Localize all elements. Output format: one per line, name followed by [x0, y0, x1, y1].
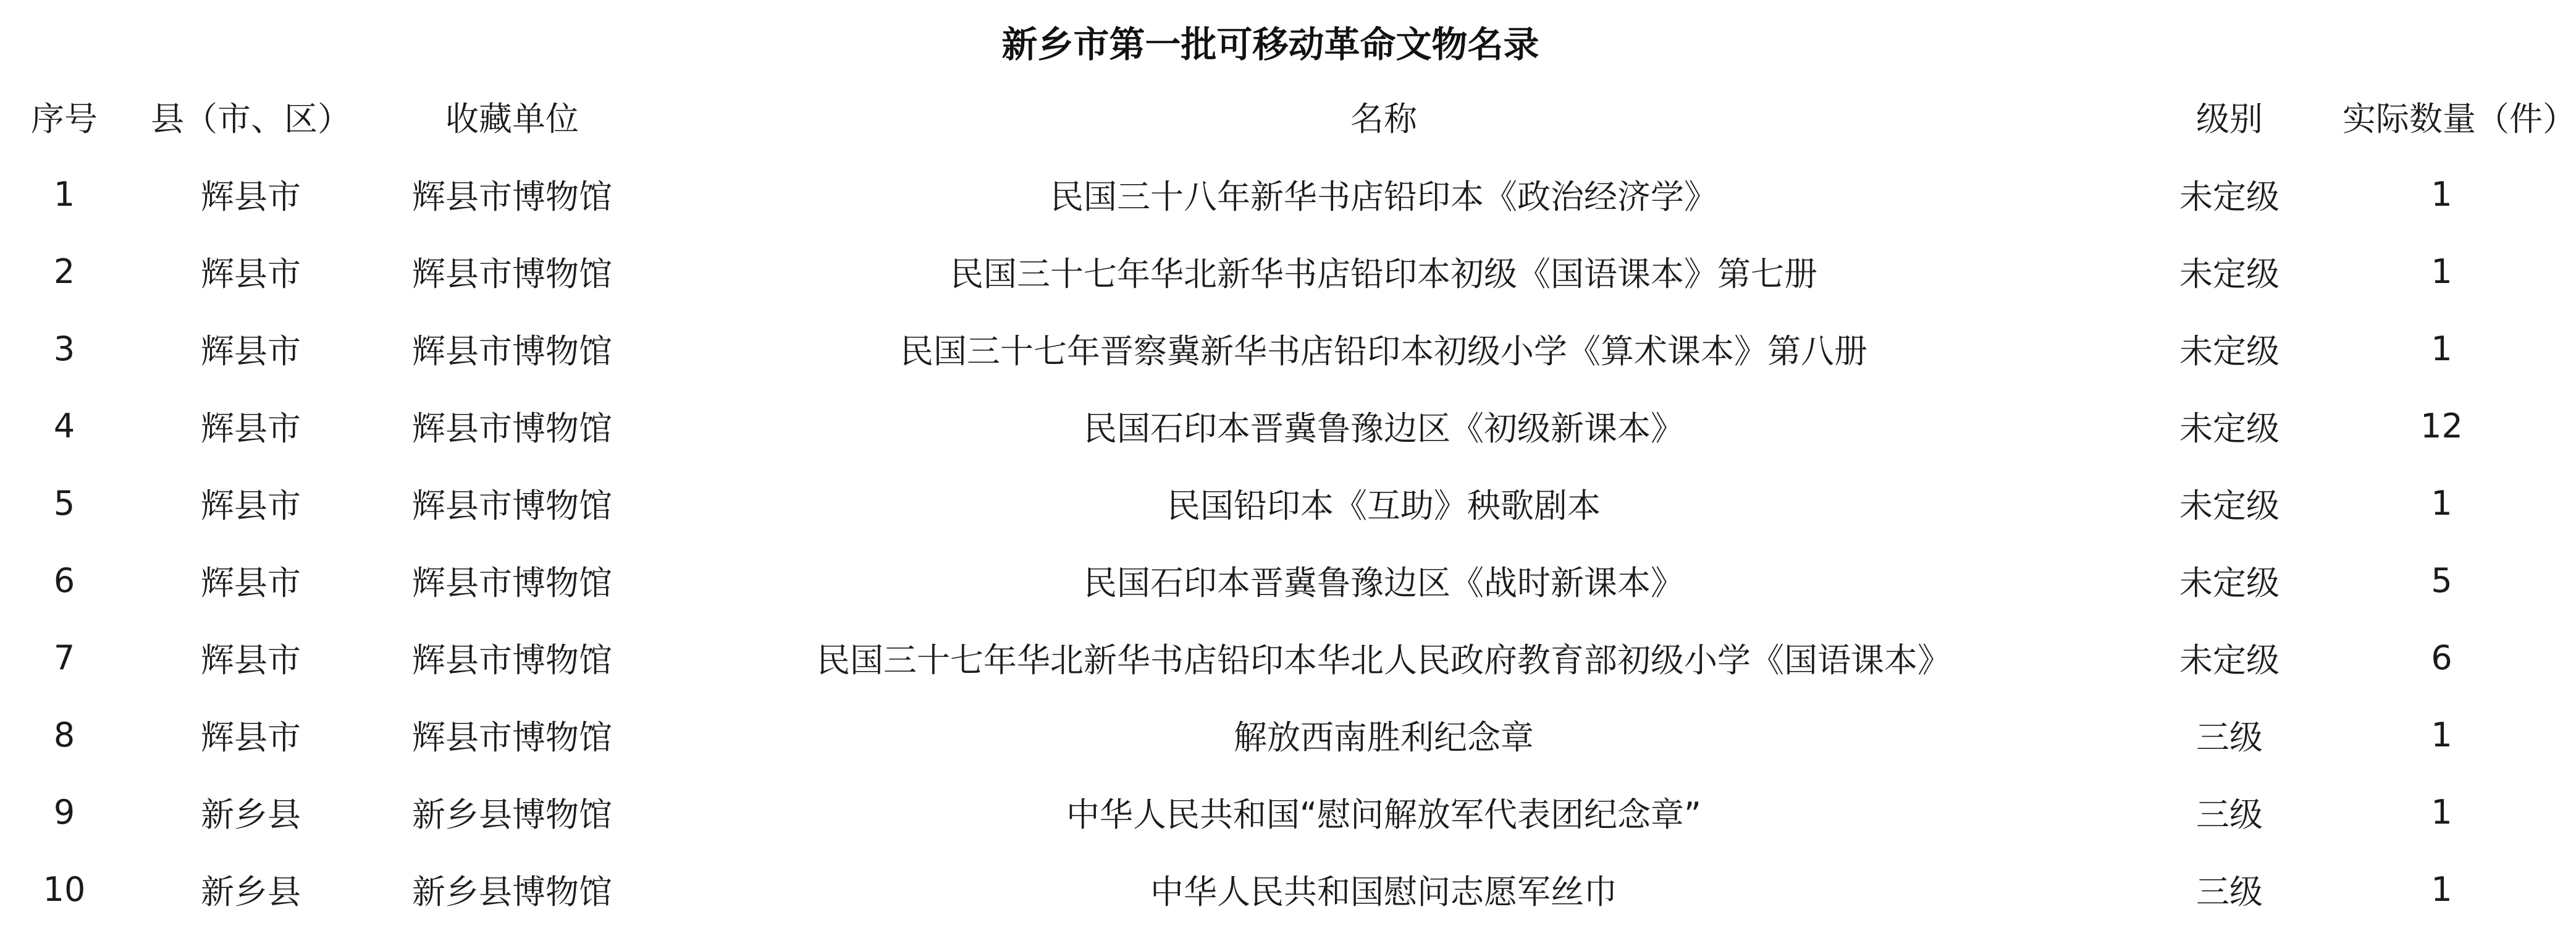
cell-name: 民国三十七年华北新华书店铅印本初级《国语课本》第七册: [950, 255, 1817, 293]
cell-unit: 辉县市博物馆: [412, 718, 612, 757]
table-row: [0, 465, 2541, 542]
cell-quantity: 5: [2431, 561, 2452, 600]
table-header-row: [0, 77, 2541, 156]
cell-unit: 辉县市博物馆: [412, 332, 612, 371]
cell-index: 6: [53, 561, 75, 600]
table-row: [0, 310, 2541, 387]
table-row: [0, 233, 2541, 310]
cell-quantity: 6: [2431, 638, 2452, 677]
cell-index: 2: [53, 252, 75, 291]
cell-name: 民国三十七年华北新华书店铅印本华北人民政府教育部初级小学《国语课本》: [817, 641, 1951, 680]
cell-index: 7: [53, 638, 75, 677]
table-row: [0, 156, 2541, 233]
cell-quantity: 1: [2431, 716, 2452, 754]
cell-name: 解放西南胜利纪念章: [1234, 718, 1534, 757]
cell-quantity: 12: [2420, 407, 2463, 445]
cell-unit: 辉县市博物馆: [412, 255, 612, 293]
cell-name: 中华人民共和国慰问志愿军丝巾: [1150, 872, 1617, 911]
cell-quantity: 1: [2431, 484, 2452, 523]
table-row: [0, 774, 2541, 851]
cell-index: 1: [53, 175, 75, 214]
cell-unit: 辉县市博物馆: [412, 486, 612, 525]
cell-index: 4: [53, 407, 75, 445]
table-row: [0, 542, 2541, 619]
cell-county: 辉县市: [201, 332, 301, 371]
table-row: [0, 387, 2541, 465]
relics-table: [0, 77, 2576, 928]
cell-name: 民国三十七年晋察冀新华书店铅印本初级小学《算术课本》第八册: [900, 332, 1867, 371]
col-header-county: 县（市、区）: [151, 99, 351, 138]
cell-unit: 辉县市博物馆: [412, 409, 612, 448]
cell-level: 未定级: [2179, 332, 2279, 371]
cell-level: 三级: [2196, 795, 2263, 834]
col-header-name: 名称: [1350, 99, 1417, 138]
cell-level: 未定级: [2179, 177, 2279, 216]
cell-county: 辉县市: [201, 255, 301, 293]
cell-county: 辉县市: [201, 486, 301, 525]
cell-unit: 辉县市博物馆: [412, 177, 612, 216]
cell-level: 未定级: [2179, 486, 2279, 525]
col-header-quantity: 实际数量（件）: [2342, 99, 2576, 138]
cell-level: 三级: [2196, 872, 2263, 911]
cell-county: 辉县市: [201, 718, 301, 757]
table-row: [0, 696, 2541, 774]
cell-name: 民国石印本晋冀鲁豫边区《战时新课本》: [1084, 564, 1684, 602]
cell-county: 辉县市: [201, 641, 301, 680]
page-title: 新乡市第一批可移动革命文物名录: [1001, 23, 1539, 65]
cell-level: 未定级: [2179, 564, 2279, 602]
cell-name: 民国石印本晋冀鲁豫边区《初级新课本》: [1084, 409, 1684, 448]
table-row: [0, 851, 2541, 928]
cell-index: 8: [53, 716, 75, 754]
cell-county: 辉县市: [201, 409, 301, 448]
cell-index: 10: [43, 870, 86, 909]
cell-unit: 新乡县博物馆: [412, 795, 612, 834]
cell-county: 辉县市: [201, 177, 301, 216]
cell-quantity: 1: [2431, 252, 2452, 291]
col-header-index: 序号: [31, 99, 98, 138]
cell-name: 中华人民共和国“慰问解放军代表团纪念章”: [1066, 795, 1701, 834]
cell-level: 未定级: [2179, 641, 2279, 680]
cell-level: 未定级: [2179, 409, 2279, 448]
cell-county: 新乡县: [201, 872, 301, 911]
cell-unit: 辉县市博物馆: [412, 564, 612, 602]
cell-quantity: 1: [2431, 870, 2452, 909]
cell-index: 9: [53, 793, 75, 832]
cell-county: 辉县市: [201, 564, 301, 602]
cell-unit: 新乡县博物馆: [412, 872, 612, 911]
cell-quantity: 1: [2431, 329, 2452, 368]
cell-county: 新乡县: [201, 795, 301, 834]
cell-index: 5: [53, 484, 75, 523]
cell-name: 民国铅印本《互助》秧歌剧本: [1167, 486, 1601, 525]
table-row: [0, 619, 2541, 696]
cell-quantity: 1: [2431, 793, 2452, 832]
col-header-unit: 收藏单位: [445, 99, 579, 138]
cell-level: 未定级: [2179, 255, 2279, 293]
cell-index: 3: [53, 329, 75, 368]
cell-quantity: 1: [2431, 175, 2452, 214]
cell-unit: 辉县市博物馆: [412, 641, 612, 680]
cell-name: 民国三十八年新华书店铅印本《政治经济学》: [1050, 177, 1717, 216]
cell-level: 三级: [2196, 718, 2263, 757]
col-header-level: 级别: [2196, 99, 2263, 138]
